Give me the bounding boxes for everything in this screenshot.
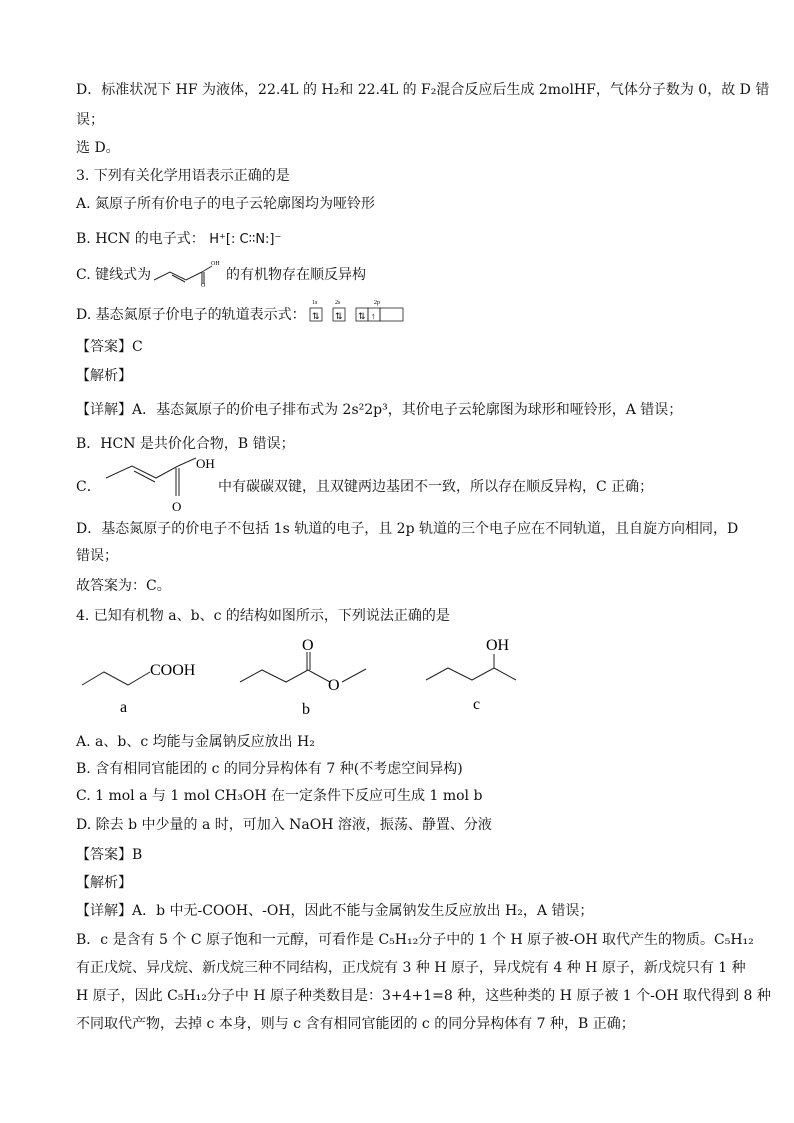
detail-3d-line2: 错误； — [76, 548, 118, 564]
molecule-b-label: b — [302, 701, 310, 718]
option-3b-label: B. HCN 的电子式： — [76, 231, 205, 247]
conclusion-3: 故答案为：C。 — [76, 578, 171, 594]
crotonic-acid-structure-small — [148, 256, 226, 292]
option-3c-text: 的有机物存在顺反异构 — [226, 267, 366, 283]
question-3-stem: 3. 下列有关化学用语表示正确的是 — [76, 168, 290, 184]
o-label-large: O — [172, 499, 182, 514]
analysis-3-heading: 【解析】 — [76, 368, 132, 384]
answer-4: 【答案】B — [76, 847, 143, 863]
detail-3c-label: C． — [76, 479, 101, 495]
oh-label-large: OH — [196, 456, 215, 471]
orbital-1s-label: 1s — [312, 300, 318, 306]
svg-text:⇅: ⇅ — [358, 311, 366, 321]
cooh-label: COOH — [150, 662, 196, 679]
option-3c-label: C. 键线式为 — [76, 267, 152, 283]
detail-4b-line4: 不同取代产物，去掉 c 本身，则与 c 含有相同官能团的 c 的同分异构体有 7 种，B 正确； — [76, 1016, 635, 1032]
question-4-stem: 4. 已知有机物 a、b、c 的结构如图所示，下列说法正确的是 — [76, 608, 450, 624]
orbital-diagram — [309, 297, 409, 331]
o-label: O — [201, 283, 206, 288]
molecule-b — [238, 632, 378, 724]
svg-text:⇅: ⇅ — [335, 311, 343, 321]
text-line: 选 D。 — [76, 140, 120, 156]
detail-3b: B．HCN 是共价化合物，B 错误； — [76, 436, 295, 452]
molecule-a — [80, 650, 220, 722]
option-4c: C. 1 mol a 与 1 mol CH₃OH 在一定条件下反应可生成 1 mol b — [76, 788, 483, 804]
analysis-4-heading: 【解析】 — [76, 875, 132, 891]
detail-4b-line1: B．c 是含有 5 个 C 原子饱和一元醇，可看作是 C₅H₁₂分子中的 1 个 H 原子被-OH 取代产生的物质。C₅H₁₂ — [76, 932, 754, 948]
svg-text:⇅: ⇅ — [312, 311, 320, 321]
molecule-c-label: c — [473, 696, 481, 713]
text-line: 误； — [76, 112, 104, 128]
molecule-c — [424, 630, 534, 719]
hydroxyl-label: OH — [486, 637, 510, 654]
detail-4b-line3: H 原子，因此 C₅H₁₂分子中 H 原子种类数目是：3+4+1=8 种，这些种类的 H 原子被 1 个-OH 取代得到 8 种 — [76, 988, 771, 1004]
carbonyl-o-label: O — [302, 637, 314, 654]
option-4d: D. 除去 b 中少量的 a 时，可加入 NaOH 溶液，振荡、静置、分液 — [76, 817, 492, 833]
option-3b — [76, 229, 281, 250]
detail-3c-text: 中有碳碳双键，且双键两边基团不一致，所以存在顺反异构，C 正确； — [218, 479, 654, 495]
orbital-2p-label: 2p — [374, 300, 380, 306]
detail-3d-line1: D．基态氮原子的价电子不包括 1s 轨道的电子，且 2p 轨道的三个电子应在不同轨道，且自旋方向相同，D — [76, 521, 739, 537]
ester-o-label: O — [328, 677, 340, 694]
hcn-electron-formula: H⁺[: C∶∶N:]⁻ — [209, 232, 282, 247]
text-line: D．标准状况下 HF 为液体，22.4L 的 H₂和 22.4L 的 F₂混合反应后生成 2molHF，气体分子数为 0，故 D 错 — [76, 82, 770, 98]
crotonic-acid-structure-large — [100, 456, 218, 518]
molecule-a-label: a — [120, 699, 128, 716]
svg-text:↑: ↑ — [371, 311, 376, 321]
oh-label: OH — [211, 261, 220, 267]
detail-3a: 【详解】A．基态氮原子的价电子排布式为 2s²2p³，其价电子云轮廓图为球形和哑铃形，A 错误； — [76, 402, 683, 418]
option-3d-label: D. 基态氮原子价电子的轨道表示式： — [76, 307, 306, 323]
option-4b: B. 含有相同官能团的 c 的同分异构体有 7 种(不考虑空间异构) — [76, 761, 463, 777]
orbital-2s-label: 2s — [335, 300, 341, 306]
detail-4a: 【详解】A．b 中无-COOH、-OH，因此不能与金属钠发生反应放出 H₂，A 错误； — [76, 903, 594, 919]
option-4a: A. a、b、c 均能与金属钠反应放出 H₂ — [76, 734, 315, 750]
detail-4b-line2: 有正戊烷、异戊烷、新戊烷三种不同结构，正戊烷有 3 种 H 原子，异戊烷有 4 种 H 原子，新戊烷只有 1 种 — [76, 960, 746, 976]
answer-3: 【答案】C — [76, 339, 143, 355]
option-3a: A. 氮原子所有价电子的电子云轮廓图均为哑铃形 — [76, 196, 376, 212]
